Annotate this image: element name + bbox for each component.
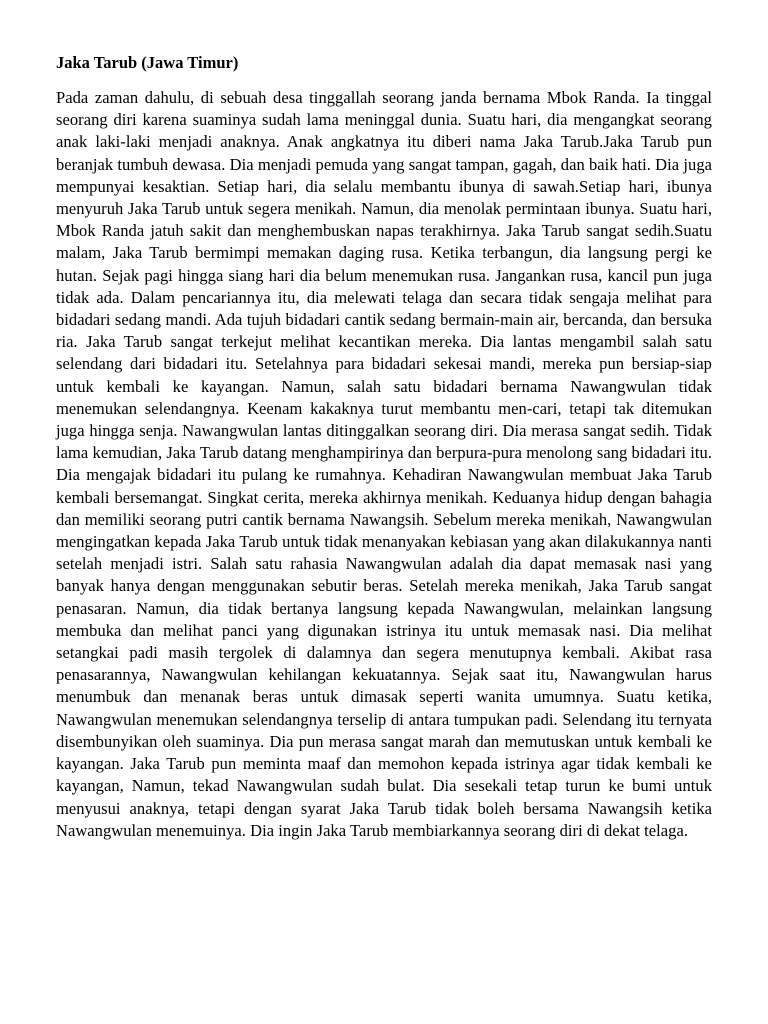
document-body-paragraph: Pada zaman dahulu, di sebuah desa tinggallah seorang janda bernama Mbok Randa. Ia tinggal seorang diri karena suaminya sudah lama meninggal dunia. Suatu hari, dia mengangkat seorang anak laki-laki menjadi anaknya. Anak angkatnya itu diberi nama Jaka Tarub.Jaka Tarub pun beranjak tumbuh dewasa. Dia menjadi pemuda yang sangat tampan, gagah, dan baik hati. Dia juga mempunyai kesaktian. Setiap hari, dia selalu membantu ibunya di sawah.Setiap hari, ibunya menyuruh Jaka Tarub untuk segera menikah. Namun, dia menolak permintaan ibunya. Suatu hari, Mbok Randa jatuh sakit dan menghembuskan napas terakhirnya. Jaka Tarub sangat sedih.Suatu malam, Jaka Tarub bermimpi memakan daging rusa. Ketika terbangun, dia langsung pergi ke hutan. Sejak pagi hingga siang hari dia belum menemukan rusa. Jangankan rusa, kancil pun juga tidak ada. Dalam pencariannya itu, dia melewati telaga dan secara tidak sengaja melihat para bidadari sedang mandi. Ada tujuh bidadari cantik sedang bermain-main air, bercanda, dan bersuka ria. Jaka Tarub sangat terkejut melihat kecantikan mereka. Dia lantas mengambil salah satu selendang dari bidadari itu. Setelahnya para bidadari sekesai mandi, mereka pun bersiap-siap untuk kembali ke kayangan. Namun, salah satu bidadari bernama Nawangwulan tidak menemukan selendangnya. Keenam kakaknya turut membantu men-cari, tetapi tak ditemukan juga hingga senja. Nawangwulan lantas ditinggalkan seorang diri. Dia merasa sangat sedih. Tidak lama kemudian, Jaka Tarub datang menghampirinya dan berpura-pura menolong sang bidadari itu. Dia mengajak bidadari itu pulang ke rumahnya. Kehadiran Nawangwulan membuat Jaka Tarub kembali bersemangat. Singkat cerita, mereka akhirnya menikah. Keduanya hidup dengan bahagia dan memiliki seorang putri cantik bernama Nawangsih. Sebelum mereka menikah, Nawangwulan mengingatkan kepada Jaka Tarub untuk tidak menanyakan kebiasan yang akan dilakukannya nanti setelah menjadi istri. Salah satu rahasia Nawangwulan adalah dia dapat memasak nasi yang banyak hanya dengan menggunakan sebutir beras. Setelah mereka menikah, Jaka Tarub sangat penasaran. Namun, dia tidak bertanya langsung kepada Nawangwulan, melainkan langsung membuka dan melihat panci yang digunakan istrinya itu untuk memasak nasi. Dia melihat setangkai padi masih tergolek di dalamnya dan segera menutupnya kembali. Akibat rasa penasarannya, Nawangwulan kehilangan kekuatannya. Sejak saat itu, Nawangwulan harus menumbuk dan menanak beras untuk dimasak seperti wanita umumnya. Suatu ketika, Nawangwulan menemukan selendangnya terselip di antara tumpukan padi. Selendang itu ternyata disembunyikan oleh suaminya. Dia pun merasa sangat marah dan memutuskan untuk kembali ke kayangan. Jaka Tarub pun meminta maaf dan memohon kepada istrinya agar tidak kembali ke kayangan, Namun, tekad Nawangwulan sudah bulat. Dia sesekali tetap turun ke bumi untuk menyusui anaknya, tetapi dengan syarat Jaka Tarub tidak boleh bersama Nawangsih ketika Nawangwulan menemuinya. Dia ingin Jaka Tarub membiarkannya seorang diri di dekat telaga.: [56, 88, 712, 840]
document-title: Jaka Tarub (Jawa Timur): [56, 53, 239, 72]
